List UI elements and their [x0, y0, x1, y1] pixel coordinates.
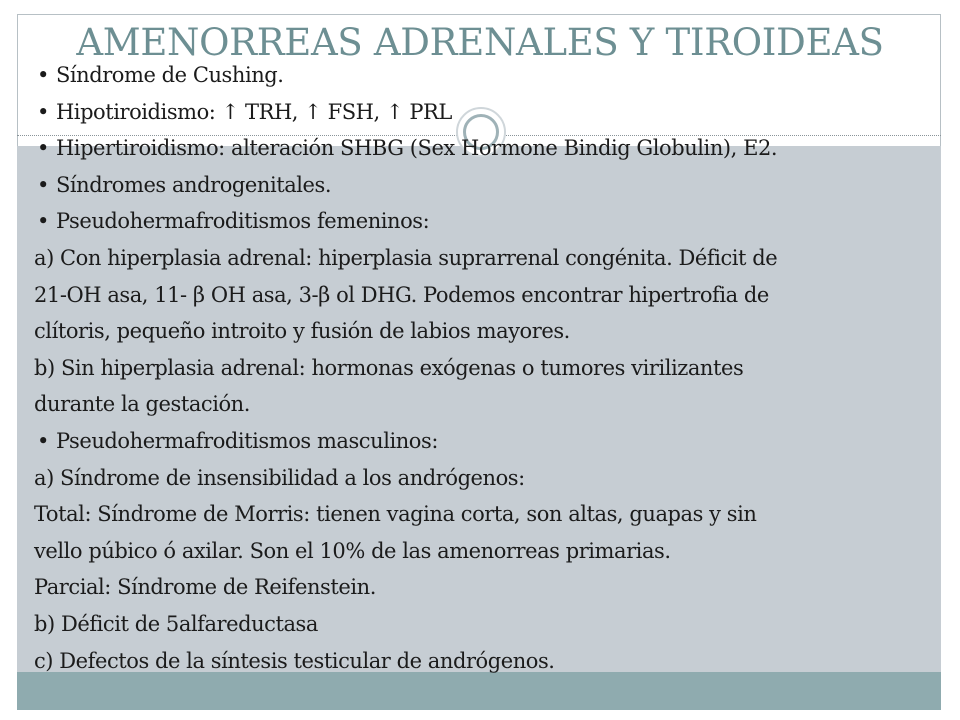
- body-line: b) Déficit de 5alfareductasa: [34, 611, 318, 636]
- body-line: c) Defectos de la síntesis testicular de andrógenos.: [34, 648, 555, 673]
- body-line: clítoris, pequeño introito y fusión de labios mayores.: [34, 319, 570, 344]
- body-line: Total: Síndrome de Morris: tienen vagina corta, son altas, guapas y sin: [34, 502, 757, 527]
- slide-body: [34, 57, 934, 679]
- body-line: • Pseudohermafroditismos femeninos:: [34, 203, 934, 240]
- body-line: Parcial: Síndrome de Reifenstein.: [34, 575, 376, 600]
- body-line: 21-OH asa, 11- β OH asa, 3-β ol DHG. Podemos encontrar hipertrofia de: [34, 282, 769, 307]
- body-line: durante la gestación.: [34, 392, 250, 417]
- body-line: a) Síndrome de insensibilidad a los andrógenos:: [34, 465, 525, 490]
- body-line: • Hipertiroidismo: alteración SHBG (Sex Hormone Bindig Globulin), E2.: [34, 130, 934, 167]
- body-line: vello púbico ó axilar. Son el 10% de las amenorreas primarias.: [34, 538, 671, 563]
- body-line: b) Sin hiperplasia adrenal: hormonas exógenas o tumores virilizantes: [34, 355, 744, 380]
- slide-title: AMENORREAS ADRENALES Y TIROIDEAS: [76, 21, 884, 64]
- body-line: • Síndrome de Cushing.: [34, 57, 934, 94]
- body-line: • Síndromes androgenitales.: [34, 167, 934, 204]
- body-line: • Pseudohermafroditismos masculinos:: [34, 423, 934, 460]
- body-line: • Hipotiroidismo: ↑ TRH, ↑ FSH, ↑ PRL: [34, 94, 934, 131]
- body-line: a) Con hiperplasia adrenal: hiperplasia suprarrenal congénita. Déficit de: [34, 245, 778, 270]
